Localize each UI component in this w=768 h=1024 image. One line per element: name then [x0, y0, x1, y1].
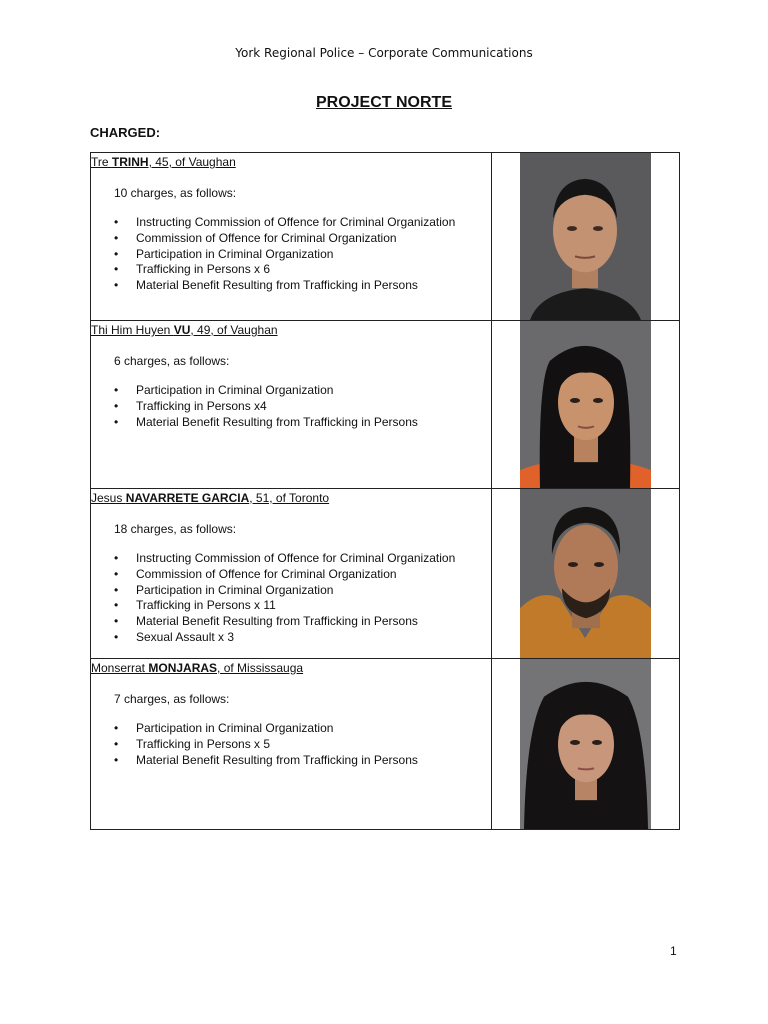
list-item: • Trafficking in Persons x4	[136, 399, 491, 415]
charge-count: 10 charges, as follows:	[114, 186, 237, 200]
photo-cell	[492, 659, 680, 830]
charge-list	[91, 721, 491, 768]
person-name: Jesus NAVARRETE GARCIA, 51, of Toronto	[91, 491, 330, 505]
photo-cell	[492, 489, 680, 659]
charge-list	[91, 215, 491, 294]
list-item: • Instructing Commission of Offence for Criminal Organization	[136, 551, 491, 567]
page-title: PROJECT NORTE	[315, 94, 452, 111]
list-item: • Participation in Criminal Organization	[136, 383, 491, 399]
charge-list	[91, 551, 491, 646]
list-item: • Material Benefit Resulting from Trafficking in Persons	[136, 753, 491, 769]
table-row	[91, 489, 680, 659]
list-item: • Trafficking in Persons x 11	[136, 598, 491, 614]
list-item: • Commission of Offence for Criminal Organization	[136, 567, 491, 583]
photo-cell	[492, 153, 680, 321]
list-item: • Instructing Commission of Offence for Criminal Organization	[136, 215, 491, 231]
list-item: • Participation in Criminal Organization	[136, 721, 491, 737]
person-info-cell	[91, 489, 492, 659]
photo-cell	[492, 321, 680, 489]
mugshot-photo	[520, 489, 651, 658]
charge-list	[91, 383, 491, 430]
mugshot-photo	[520, 321, 651, 488]
person-info-cell	[91, 153, 492, 321]
person-info-cell	[91, 659, 492, 830]
person-name: Tre TRINH, 45, of Vaughan	[91, 155, 236, 169]
person-name: Thi Him Huyen VU, 49, of Vaughan	[91, 323, 278, 337]
list-item: • Material Benefit Resulting from Trafficking in Persons	[136, 614, 491, 630]
table-row	[91, 659, 680, 830]
charge-count: 6 charges, as follows:	[114, 354, 230, 368]
list-item: • Material Benefit Resulting from Trafficking in Persons	[136, 415, 491, 431]
list-item: • Commission of Offence for Criminal Organization	[136, 231, 491, 247]
list-item: • Participation in Criminal Organization	[136, 583, 491, 599]
page-number: 1	[670, 944, 677, 958]
person-info-cell	[91, 321, 492, 489]
mugshot-photo	[520, 153, 651, 320]
table-row	[91, 321, 680, 489]
charge-count: 18 charges, as follows:	[114, 522, 237, 536]
list-item: • Material Benefit Resulting from Trafficking in Persons	[136, 278, 491, 294]
list-item: • Sexual Assault x 3	[136, 630, 491, 646]
person-name: Monserrat MONJARAS, of Mississauga	[91, 661, 304, 675]
document-header: York Regional Police – Corporate Communications	[235, 46, 533, 60]
charges-table	[90, 152, 680, 830]
list-item: • Trafficking in Persons x 5	[136, 737, 491, 753]
list-item: • Participation in Criminal Organization	[136, 247, 491, 263]
mugshot-photo	[520, 659, 651, 829]
charge-count: 7 charges, as follows:	[114, 692, 230, 706]
section-label: CHARGED:	[90, 125, 161, 140]
list-item: • Trafficking in Persons x 6	[136, 262, 491, 278]
table-row	[91, 153, 680, 321]
